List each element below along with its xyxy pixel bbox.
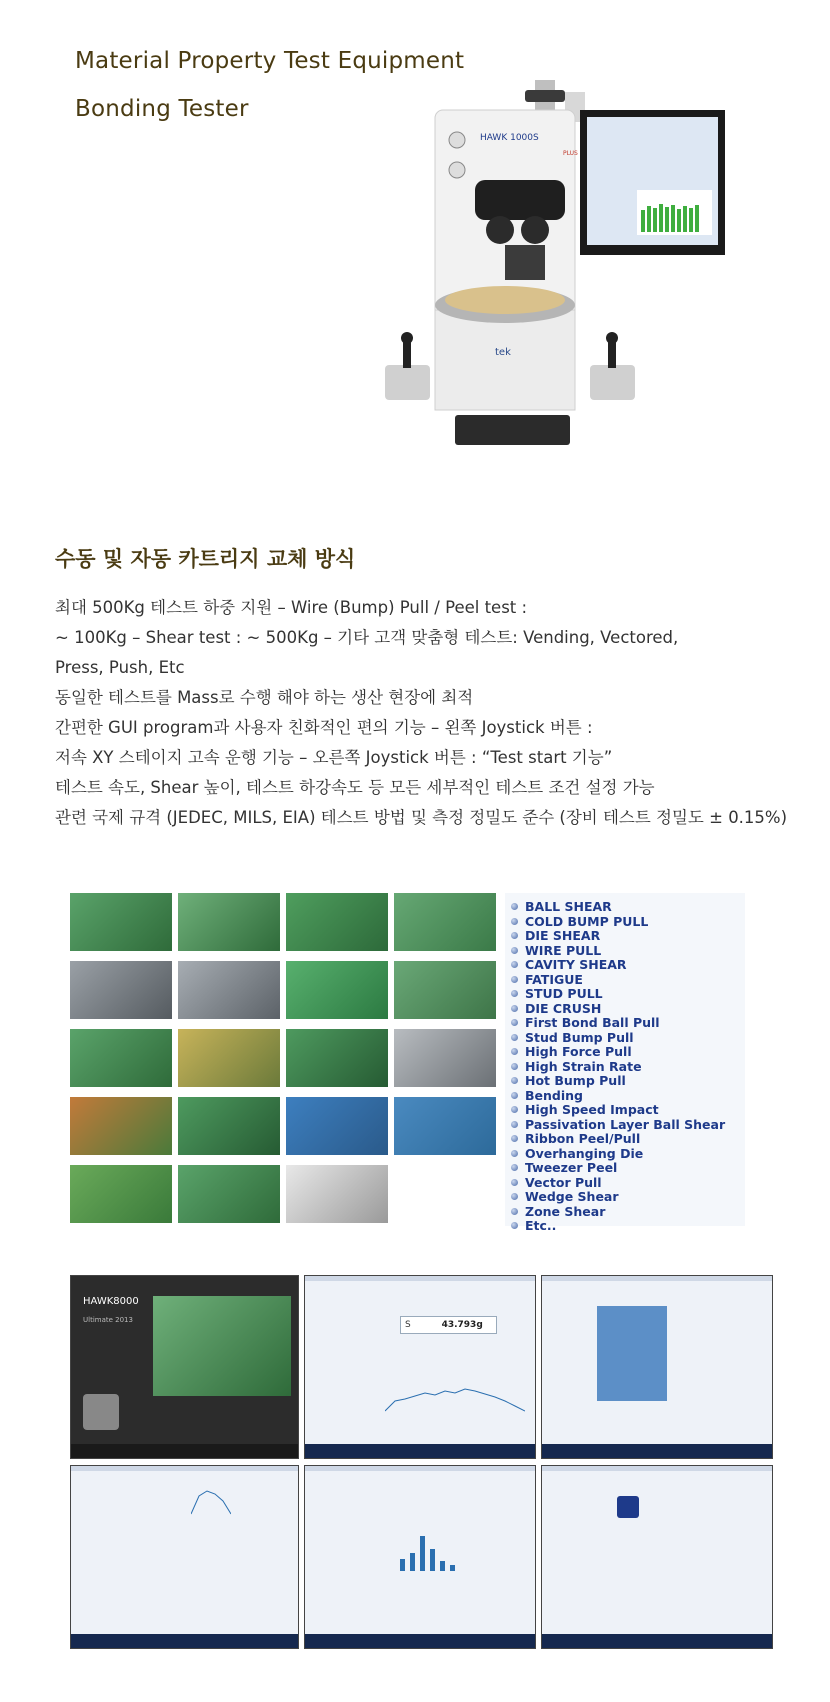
brand-label: HAWK 1000S (480, 133, 539, 143)
bullet-icon (511, 1164, 518, 1171)
bullet-icon (511, 932, 518, 939)
bonding-tester-image (385, 80, 795, 460)
splash-title: HAWK8000 (83, 1296, 139, 1307)
description-line: 동일한 테스트를 Mass로 수행 해야 하는 생산 현장에 최적 (55, 688, 474, 707)
bullet-icon (511, 990, 518, 997)
stud-bump-image (178, 1029, 280, 1087)
histogram-screen (304, 1465, 536, 1649)
wire-pull-image (394, 893, 496, 951)
bullet-icon (511, 1222, 518, 1229)
description-line: 저속 XY 스테이지 고속 운행 기능 – 오른쪽 Joystick 버튼 : “Test start 기능” (55, 748, 613, 767)
description-line: Press, Push, Etc (55, 658, 185, 677)
splash-image (153, 1296, 291, 1396)
test-type-item: FATIGUE (525, 971, 583, 987)
splash-subtitle: Ultimate 2013 (83, 1316, 133, 1324)
test-screen-1 (304, 1275, 536, 1459)
die-crush-image (394, 961, 496, 1019)
passivation-image (394, 1097, 496, 1155)
test-type-item: Passivation Layer Ball Shear (525, 1116, 726, 1132)
high-force-image (286, 1029, 388, 1087)
cartridge-panel (597, 1306, 667, 1401)
test-type-item: High Force Pull (525, 1044, 632, 1059)
bullet-icon (511, 1208, 518, 1215)
impact-image (286, 1097, 388, 1155)
test-type-image-grid (70, 893, 500, 1226)
vector-pull-image (286, 1165, 388, 1223)
brand-plus: PLUS (563, 150, 578, 157)
ball-shear-image (70, 893, 172, 951)
test-type-item: Bending (525, 1087, 583, 1103)
bullet-icon (511, 1135, 518, 1142)
bullet-icon (511, 1063, 518, 1070)
fatigue-image (178, 961, 280, 1019)
test-type-item: Overhanging Die (525, 1145, 644, 1161)
force-readout: 43.793g (441, 1320, 483, 1330)
bump-pull-image (178, 893, 280, 951)
bullet-icon (511, 961, 518, 968)
bullet-icon (511, 1034, 518, 1041)
description-line: 테스트 속도, Shear 높이, 테스트 하강속도 등 모든 세부적인 테스트 조건 설정 가능 (55, 778, 655, 797)
stud-pull-image (286, 961, 388, 1019)
bullet-icon (511, 1092, 518, 1099)
bullet-icon (511, 1048, 518, 1055)
test-type-item: Vector Pull (525, 1174, 602, 1190)
test-type-item: Wedge Shear (525, 1189, 619, 1204)
strain-rate-image (394, 1029, 496, 1087)
readout-unit: S (405, 1320, 411, 1330)
description-line: 간편한 GUI program과 사용자 친화적인 편의 기능 – 왼쪽 Joystick 버튼 : (55, 718, 593, 737)
splash-logo (83, 1394, 119, 1430)
bullet-icon (511, 976, 518, 983)
bullet-icon (511, 1005, 518, 1012)
test-type-item: Zone Shear (525, 1203, 606, 1219)
page-subtitle: Bonding Tester (75, 96, 249, 122)
test-type-item: First Bond Ball Pull (525, 1015, 660, 1030)
section-heading: 수동 및 자동 카트리지 교체 방식 (55, 547, 356, 571)
ribbon-peel-image (70, 1165, 172, 1223)
test-type-item: WIRE PULL (525, 942, 602, 958)
bullet-icon (511, 1150, 518, 1157)
test-type-item: BALL SHEAR (525, 899, 612, 914)
bullet-icon (511, 1179, 518, 1186)
test-type-item: High Strain Rate (525, 1058, 642, 1074)
bullet-icon (511, 1077, 518, 1084)
page-title: Material Property Test Equipment (75, 48, 465, 74)
ball-pull-image (70, 1029, 172, 1087)
test-type-item: Stud Bump Pull (525, 1029, 634, 1045)
test-type-list (505, 893, 745, 1233)
test-type-item: STUD PULL (525, 986, 603, 1001)
splash-screen (70, 1275, 299, 1459)
test-type-item: DIE CRUSH (525, 1000, 602, 1016)
dialog-screen (541, 1465, 773, 1649)
hot-bump-image (70, 1097, 172, 1155)
description-line: 관련 국제 규격 (JEDEC, MILS, EIA) 테스트 방법 및 측정 정밀도 준수 (장비 테스트 정밀도 ± 0.15%) (55, 808, 788, 827)
description-block (55, 593, 787, 833)
settings-screen (70, 1465, 299, 1649)
cavity-shear-image (70, 961, 172, 1019)
test-type-item: DIE SHEAR (525, 928, 601, 943)
bullet-icon (511, 918, 518, 925)
test-type-item: COLD BUMP PULL (525, 913, 649, 929)
bending-image (178, 1097, 280, 1155)
bullet-icon (511, 903, 518, 910)
bullet-icon (511, 1106, 518, 1113)
bullet-icon (511, 1121, 518, 1128)
test-screen-2 (541, 1275, 773, 1459)
description-line: 최대 500Kg 테스트 하중 지원 – Wire (Bump) Pull / Peel test : (55, 598, 528, 617)
test-type-item: CAVITY SHEAR (525, 957, 627, 972)
test-type-item: Ribbon Peel/Pull (525, 1131, 641, 1146)
description-line: ~ 100Kg – Shear test : ~ 500Kg – 기타 고객 맞춤형 테스트: Vending, Vectored, (55, 628, 679, 647)
bullet-icon (511, 1193, 518, 1200)
die-shear-image (286, 893, 388, 951)
brand-logo: tek (495, 347, 511, 358)
test-type-item: Tweezer Peel (525, 1160, 618, 1175)
tweezer-image (178, 1165, 280, 1223)
bullet-icon (511, 947, 518, 954)
test-type-item: Etc.. (525, 1218, 557, 1233)
test-type-item: High Speed Impact (525, 1102, 659, 1117)
dialog-icon (617, 1496, 639, 1518)
bullet-icon (511, 1019, 518, 1026)
test-type-item: Hot Bump Pull (525, 1073, 626, 1088)
